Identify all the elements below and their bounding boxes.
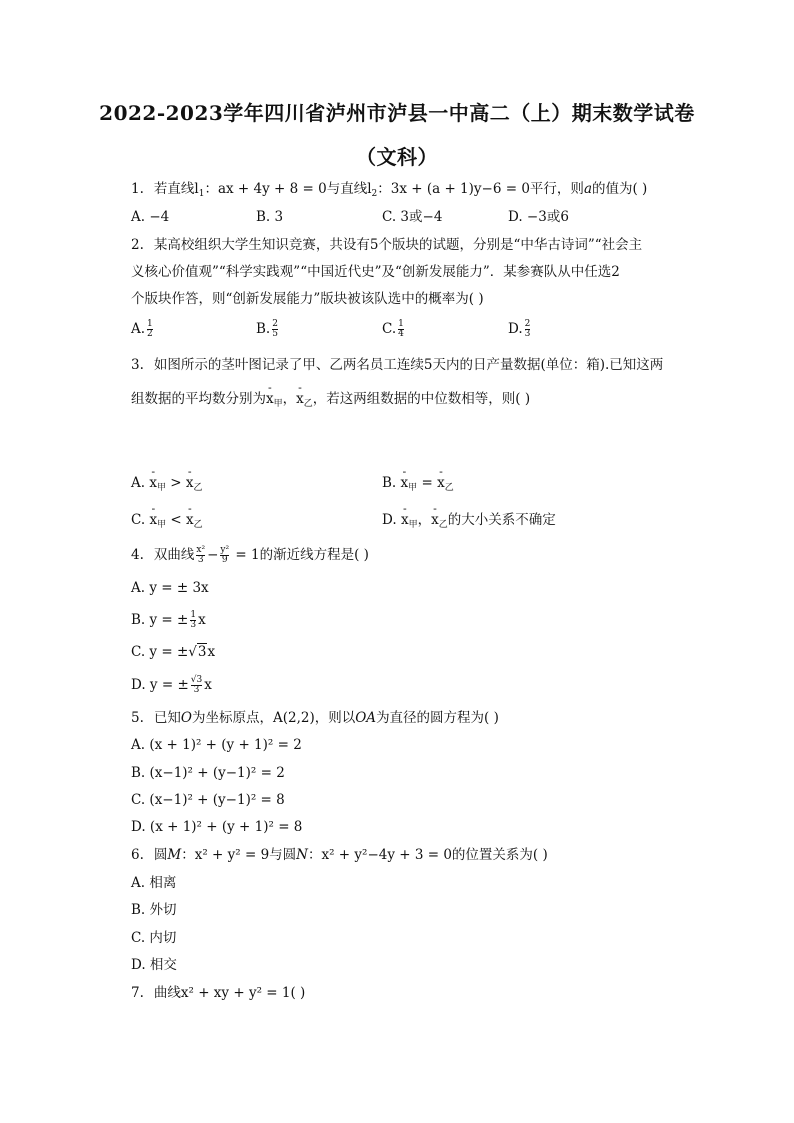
q3-option-c: C. - $x_甲$ < - $x_乙$: [131, 511, 203, 534]
subscript: 2: [371, 189, 378, 199]
q3-option-d: D. - $x_甲$，- $x_乙$的大小关系不确定: [382, 511, 556, 534]
q6-option-c: C. 内切: [131, 930, 177, 946]
question-6: 6. 圆M：x² + y² = 9与圆N：x² + y²−4y + 3 = 0的位置关系为( ): [131, 847, 548, 863]
paper-title: 2022-2023学年四川省泸州市泸县一中高二（上）期末数学试卷: [99, 101, 695, 125]
q1-option-b: B. 3: [256, 209, 284, 225]
q2-text-line2: 义核心价值观”“科学实践观”“中国近代史”及“创新发展能力”．某参赛队从中任选2: [131, 264, 620, 280]
q1-text: 若直线l: [153, 181, 199, 197]
q2-text: 某高校组织大学生知识竞赛，共设有5个版块的试题，分别是“中华古诗词”“社会主: [153, 237, 643, 253]
q1-text: ：3x + (a + 1)y−6 = 0平行，则: [377, 181, 584, 197]
q2-text-line3: 个版块作答，则“创新发展能力”版块被该队选中的概率为( ): [131, 291, 484, 307]
q4-option-b: B. y = ± $\frac{1}{3}$ x: [131, 610, 206, 630]
question-number: 2.: [131, 237, 144, 253]
question-number: 3.: [131, 357, 144, 373]
question-5: 5. 已知O为坐标原点，A(2,2)，则以OA为直径的圆方程为( ): [131, 710, 499, 726]
q5-option-d: D. (x + 1)² + (y + 1)² = 8: [131, 819, 303, 835]
q1-text: ：ax + 4y + 8 = 0与直线l: [204, 181, 372, 197]
q6-option-a: A. 相离: [131, 875, 177, 891]
variable: a: [583, 181, 592, 197]
q2-option-a: A. $\frac{1}{2}$: [131, 319, 153, 339]
q1-option-d: D. −3或6: [508, 209, 569, 225]
q6-option-d: D. 相交: [131, 957, 177, 973]
q3-text-line2: 组数据的平均数分别为- $x_甲$，- $x_乙$，若这两组数据的中位数相等，则( ): [131, 390, 530, 413]
q5-option-a: A. (x + 1)² + (y + 1)² = 2: [131, 737, 302, 753]
question-number: 4.: [131, 547, 144, 563]
q2-option-b: B. $\frac{2}{5}$: [256, 319, 278, 339]
q3-text: 如图所示的茎叶图记录了甲、乙两名员工连续5天内的日产量数据(单位：箱).已知这两: [153, 357, 664, 373]
q4-option-d: D. y = ± $\frac{√3}{3}$ x: [131, 675, 212, 695]
q4-option-c: C. y = ±√3x: [131, 644, 216, 660]
q1-option-c: C. 3或−4: [382, 209, 443, 225]
question-7: 7. 曲线x² + xy + y² = 1( ): [131, 985, 306, 1001]
q2-option-d: D. $\frac{2}{3}$: [508, 319, 531, 339]
paper-subtitle: （文科）: [356, 145, 438, 169]
q4-option-a: A. y = ± 3x: [131, 580, 209, 596]
q6-option-b: B. 外切: [131, 902, 177, 918]
question-number: 1.: [131, 181, 144, 197]
q5-option-b: B. (x−1)² + (y−1)² = 2: [131, 765, 285, 781]
q5-option-c: C. (x−1)² + (y−1)² = 8: [131, 792, 285, 808]
question-number: 7.: [131, 985, 144, 1001]
question-3: [131, 356, 663, 374]
q1-option-a: A. −4: [131, 209, 170, 225]
question-number: 6.: [131, 847, 144, 863]
question-1: [131, 180, 647, 203]
question-4: 4. 双曲线 $\frac{\text{x²}}{3}$ − $\frac{\text{y²}}{9}$ = 1的渐近线方程是( ): [131, 545, 369, 565]
subscript: 1: [198, 189, 205, 199]
question-2: [131, 236, 642, 254]
q2-option-c: C. $\frac{1}{4}$: [382, 319, 404, 339]
q3-option-a: A. - $x_甲$ > - $x_乙$: [131, 474, 203, 497]
q3-option-b: B. - $x_甲$ = - $x_乙$: [382, 474, 454, 497]
q1-text: 的值为( ): [592, 181, 648, 197]
question-number: 5.: [131, 710, 144, 726]
